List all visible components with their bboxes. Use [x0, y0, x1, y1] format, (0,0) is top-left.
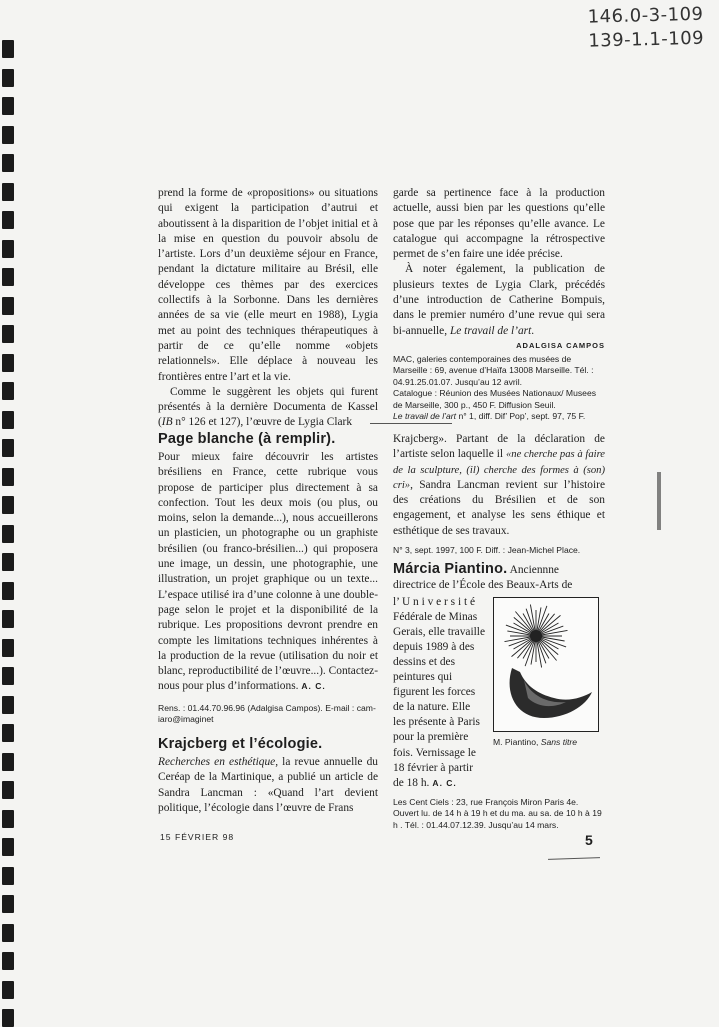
binding-ring	[2, 183, 14, 201]
binding-ring	[2, 553, 14, 571]
text-line: peintures qui	[393, 671, 453, 684]
journal-title: Le travail de l’art	[393, 411, 457, 421]
binding-ring	[2, 781, 14, 799]
binding-ring	[2, 667, 14, 685]
binding-ring	[2, 240, 14, 258]
binding-ring	[2, 838, 14, 856]
binding-ring	[2, 354, 14, 372]
binding-ring	[2, 297, 14, 315]
binding-ring	[2, 981, 14, 999]
binding-ring	[2, 582, 14, 600]
binding-ring	[2, 439, 14, 457]
krajcberg-section	[158, 735, 378, 816]
binding-ring	[2, 724, 14, 742]
binding-ring	[2, 468, 14, 486]
binding-ring	[2, 40, 14, 58]
text-line: Gerais, elle travaille	[393, 625, 486, 638]
binding-ring	[2, 1009, 14, 1027]
text-line: depuis 1989 à des	[393, 640, 475, 653]
article-right-top-column	[393, 186, 605, 422]
spiral-binding	[0, 0, 20, 1024]
page-number: 5	[585, 832, 593, 848]
issue-date: 15 FÉVRIER 98	[160, 832, 235, 842]
text-run: Krajcberg». Partant de la déclaration de l’artiste selon laquelle il	[393, 433, 605, 461]
section-heading: Krajcberg et l’écologie.	[158, 736, 323, 752]
journal-title: Recherches en esthétique	[158, 756, 276, 768]
contact-info: Rens. : 01.44.70.96.96 (Adalgisa Campos). E-mail : cam-iaro@imaginet	[158, 702, 376, 725]
binding-ring	[2, 867, 14, 885]
section-heading: Márcia Piantino.	[393, 561, 508, 577]
author-signature: ADALGISA CAMPOS	[516, 340, 605, 350]
article-paragraph	[393, 262, 605, 338]
binding-ring	[2, 952, 14, 970]
text-run: n° 126 et 127), l’œuvre de Lygia Clark	[172, 416, 353, 429]
image-caption	[493, 737, 603, 747]
handwritten-archive-number	[587, 2, 716, 53]
initials-signature: A. C.	[429, 777, 457, 788]
wrapped-text	[393, 595, 490, 791]
caption-artist: M. Piantino,	[493, 737, 541, 747]
binding-ring	[2, 753, 14, 771]
archive-number-line-1: 146.0-3-109	[587, 3, 704, 28]
binding-ring	[2, 696, 14, 714]
binding-ring	[2, 154, 14, 172]
journal-title: Le travail de l’art	[449, 324, 532, 337]
text-line: directrice de l’École des Beaux-Arts de	[393, 579, 573, 592]
section-text	[158, 755, 378, 816]
text-line: fois. Vernissage le	[393, 746, 476, 759]
article-paragraph: prend la forme de «propositions» ou situations qui exigent la participation d’autrui et aboutissent à la disparition de l’objet initial et à la mise en question du pouvoir absolu de l’artiste. Lors d’un deuxième séjour en France, pendant la dictature militaire au Brésil, elle développe ces thèmes par des exercices collectifs à la Sorbonne. Dans les dernières années de sa vie (elle meurt en 1988), Lygia met au point des techniques thérapeutiques à partir de ce qu’elle nomme «objets relationnels». Elle déplace à nouveau les frontières entre l’art et la vie.	[158, 187, 378, 383]
article-paragraph	[158, 385, 378, 431]
text-line: de 18 h. A. C.	[393, 776, 457, 789]
text-run: Pour mieux faire découvrir les artistes brésiliens en France, cette rubrique vous propose de participer plus directement à sa confection. Tout les deux mois (ou plus, ou moins, selon la demande...), nous accueillerons un plasticien, un photographe ou un graphiste brésilien (ou franco-brésilien...) qui proposera une image, un dessin, une photographie, une illustration, un projet graphique ou un texte... L’espace utilisé ira d’une colonne à une double-page selon le projet et la disponibilité de la rubrique. Les propositions devront prendre en compte les limitations techniques inhérentes à la production de la revue (utilisation du noir et blanc, reproductibilité de l’œuvre...). Contactez-nous pour plus d’informations.	[158, 451, 378, 693]
krajcberg-continued	[393, 432, 605, 556]
text-line: les présente à Paris	[393, 716, 480, 729]
text-line: l’ U n i v e r s i t é	[393, 595, 476, 608]
journal-info	[393, 411, 605, 422]
text-run: , Sandra Lancman revient sur l’histoire des créations du Brésilien et de son engagement, et analyse les sens éthique et esthétique de ses travaux.	[393, 478, 605, 537]
text-run: .	[531, 324, 535, 337]
journal-info: N° 3, sept. 1997, 100 F. Diff. : Jean-Michel Place.	[393, 545, 581, 556]
gallery-info: Les Cent Ciels : 23, rue François Miron Paris 4e. Ouvert lu. de 14 h à 19 h et du ma. au sa. de 10 h à 19 h . Tél. : 01.44.07.12.39. Jusqu’au 14 mars.	[393, 796, 602, 830]
article-paragraph: garde sa pertinence face à la production actuelle, aussi bien par les questions qu’elle pose que par les réponses qu’elle avance. Le catalogue qui accompagne la rétrospective permet de s’en faire une idée précise.	[393, 187, 605, 261]
caption-title: Sans titre	[540, 737, 578, 747]
text-line: pour la première	[393, 731, 469, 744]
section-divider	[370, 423, 452, 424]
text-run: Anciennne	[509, 564, 559, 576]
binding-ring	[2, 382, 14, 400]
text-line: de la nature. Elle	[393, 701, 471, 714]
text-run: Comme le suggèrent les objets qui furent présentés à la dernière Documenta de Kassel (	[158, 385, 378, 429]
text-run: , la revue annuelle du Ceréap de la Martinique, a publié un article de Sandra Lancman : «Quand l’art devient politique, l’écologie dans l’œuvre de Frans	[158, 756, 378, 814]
page-blanche-section	[158, 430, 378, 726]
section-heading: Page blanche (à remplir).	[158, 431, 336, 447]
binding-ring	[2, 525, 14, 543]
binding-ring	[2, 411, 14, 429]
binding-ring	[2, 496, 14, 514]
binding-ring	[2, 810, 14, 828]
text-line: dessins et des	[393, 655, 456, 668]
binding-ring	[2, 610, 14, 628]
magazine-abbrev: IB	[161, 416, 173, 429]
section-text	[393, 432, 605, 539]
exhibition-info: MAC, galeries contemporaines des musées de Marseille : 69, avenue d’Haïfa 13008 Marseille. Tél. : 04.91.25.01.07. Jusqu’au 12 avril.	[393, 353, 594, 387]
initials-signature: A. C.	[301, 681, 326, 692]
binding-ring	[2, 211, 14, 229]
binding-ring	[2, 924, 14, 942]
artist-quote: «ne cherche pas à faire de la sculpture, (il) cherche des formes à (son) cri»	[393, 449, 606, 491]
binding-ring	[2, 69, 14, 87]
binding-ring	[2, 97, 14, 115]
article-left-top-column	[158, 186, 378, 431]
binding-ring	[2, 895, 14, 913]
section-divider	[548, 857, 600, 860]
binding-ring	[2, 268, 14, 286]
binding-ring	[2, 126, 14, 144]
text-run: À noter également, la publication de plusieurs textes de Lygia Clark, précédés d’une introduction de Catherine Bompuis, dans le premier numéro d’une revue qui sera bi-annuelle,	[393, 263, 605, 337]
text-line: figurent les forces	[393, 686, 476, 699]
sunburst-artwork-icon	[494, 598, 598, 731]
binding-ring	[2, 639, 14, 657]
scan-artifact	[657, 472, 661, 530]
text-run: n° 1, diff. Dif’ Pop’, sept. 97, 75 F.	[456, 411, 586, 421]
text-line: 18 février à partir	[393, 761, 474, 774]
catalogue-info: Catalogue : Réunion des Musées Nationaux/ Musees de Marseille, 300 p., 450 F. Diffusion Seuil.	[393, 388, 597, 410]
artwork-image	[493, 597, 599, 732]
text-line: Fédérale de Minas	[393, 610, 478, 623]
section-text	[158, 450, 378, 695]
archive-number-line-2: 139-1.1-109	[588, 27, 705, 52]
binding-ring	[2, 325, 14, 343]
